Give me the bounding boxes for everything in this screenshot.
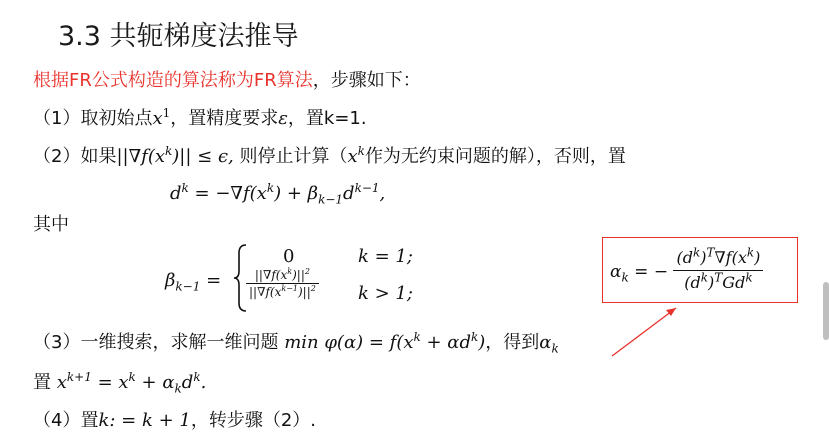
alpha-lhs-sub: k [621, 270, 629, 285]
step4-text-b: ，转步骤（2）. [190, 410, 317, 431]
update-sub: k [174, 381, 182, 396]
step4-formula: k: = k + 1 [98, 410, 191, 431]
alpha-den-end: Gd [722, 273, 746, 292]
dk-end: , [379, 183, 386, 204]
beta-case2-fraction [246, 268, 319, 299]
step4-text-a: （4）置 [33, 410, 99, 431]
dk-lhs: d [170, 183, 182, 204]
vertical-scrollbar[interactable] [823, 282, 829, 340]
dk-eq: = −∇f(x [188, 183, 267, 204]
case2-denominator [246, 284, 319, 299]
alpha-den-mid: ) [708, 273, 715, 292]
intro-highlight: 根据FR公式构造的算法称为FR算法 [33, 70, 313, 91]
step3-formula3: ) [478, 332, 486, 353]
beta-case1-cond [358, 246, 413, 268]
alpha-num-mid: ) [700, 248, 707, 267]
dk-d2: d [343, 183, 355, 204]
step-1 [33, 108, 367, 130]
case2-numerator [246, 268, 319, 284]
update-sup2: k [128, 370, 136, 384]
alpha-num-close: ) [754, 248, 761, 267]
update-plus: + α [135, 372, 175, 393]
update-eq: = x [91, 372, 129, 393]
update-end: . [200, 372, 207, 393]
alpha-eq: = − [628, 262, 669, 282]
dk-x-sup: k [266, 181, 275, 195]
step1-text-a: （1）取初始点 [33, 108, 153, 129]
beta-case2-cond [358, 283, 413, 305]
beta-sub: k−1 [175, 279, 201, 294]
case2-num-end: )|| [292, 268, 305, 282]
dk-mid: ) + β [274, 183, 319, 204]
beta-symbol: β [165, 270, 176, 291]
step3-alpha: α [539, 332, 552, 353]
step1-eps: ε [278, 108, 288, 129]
update-sup3: k [193, 370, 201, 384]
step2-cond-sup: k [165, 144, 173, 158]
step2-cond: ||∇f(x [116, 146, 165, 167]
step3-formula: min φ(α) = f(x [284, 332, 414, 353]
update-line [33, 372, 206, 394]
case1-val: 0 [283, 246, 295, 267]
alpha-lhs: α [610, 262, 622, 282]
step3-sup2: k [470, 330, 479, 344]
step2-x-sup: k [357, 144, 365, 158]
step3-text-a: （3）一维搜索，求解一维问题 [33, 332, 279, 353]
update-d: d [181, 372, 194, 393]
alpha-den-a: (d [684, 273, 701, 292]
step2-x: x [347, 146, 358, 167]
case2-den-end: )|| [298, 285, 311, 299]
intro-rest: ，步骤如下： [312, 70, 421, 91]
step3-formula2: + αd [420, 332, 471, 353]
case2-num-a: ||∇f(x [254, 268, 288, 282]
alpha-denominator [673, 271, 763, 294]
case2-den-sup: k−1 [281, 284, 298, 293]
step2-cond-end: )|| ≤ ϵ, [172, 146, 234, 167]
alpha-num-sup2: k [746, 245, 755, 260]
case2-den-pow: 2 [310, 284, 316, 293]
qizhong-label: 其中 [33, 214, 69, 235]
beta-lhs [165, 270, 221, 292]
case2-num-pow: 2 [304, 267, 310, 276]
alpha-den-T: T [714, 270, 723, 285]
step-4 [33, 410, 316, 432]
alpha-num-T: T [706, 245, 715, 260]
alpha-numerator [673, 247, 763, 271]
update-sup1: k+1 [66, 370, 92, 384]
step1-x: x [152, 108, 163, 129]
intro-line [33, 70, 421, 92]
update-text-a: 置 [33, 372, 57, 393]
beta-case1-value [283, 246, 294, 268]
step3-alpha-sub: k [551, 341, 559, 356]
dk-d2-sup: k−1 [354, 181, 380, 195]
step2-text-b: 则停止计算（ [239, 146, 348, 167]
page-title: 3.3 共轭梯度法推导 [58, 21, 299, 52]
arrow-connector [600, 300, 690, 360]
alpha-formula [610, 247, 763, 294]
dk-beta-sub: k−1 [318, 192, 344, 207]
step-3 [33, 332, 559, 354]
alpha-num-a: (d [676, 248, 693, 267]
dk-formula [170, 183, 385, 205]
alpha-num-end: ∇f(x [714, 248, 747, 267]
step2-text-c: 作为无约束问题的解），否则，置 [364, 146, 626, 167]
update-x: x [56, 372, 67, 393]
step1-x-sup: 1 [162, 106, 171, 120]
alpha-num-sup1: k [692, 245, 701, 260]
beta-eq: = [200, 270, 222, 291]
alpha-den-sup1: k [700, 270, 709, 285]
step3-text-b: ，得到 [485, 332, 540, 353]
case2-cond: k > 1; [358, 283, 413, 304]
dk-lhs-sup: k [181, 181, 189, 195]
case1-cond: k = 1; [358, 246, 413, 267]
alpha-den-sup2: k [745, 270, 753, 285]
step1-text-b: ，置精度要求 [170, 108, 279, 129]
step3-sup: k [413, 330, 421, 344]
step1-text-c: ，置k=1. [287, 108, 367, 129]
case2-den-a: ||∇f(x [249, 285, 282, 299]
step2-text-a: （2）如果 [33, 146, 117, 167]
case2-num-sup: k [287, 267, 293, 276]
step-2 [33, 146, 626, 168]
